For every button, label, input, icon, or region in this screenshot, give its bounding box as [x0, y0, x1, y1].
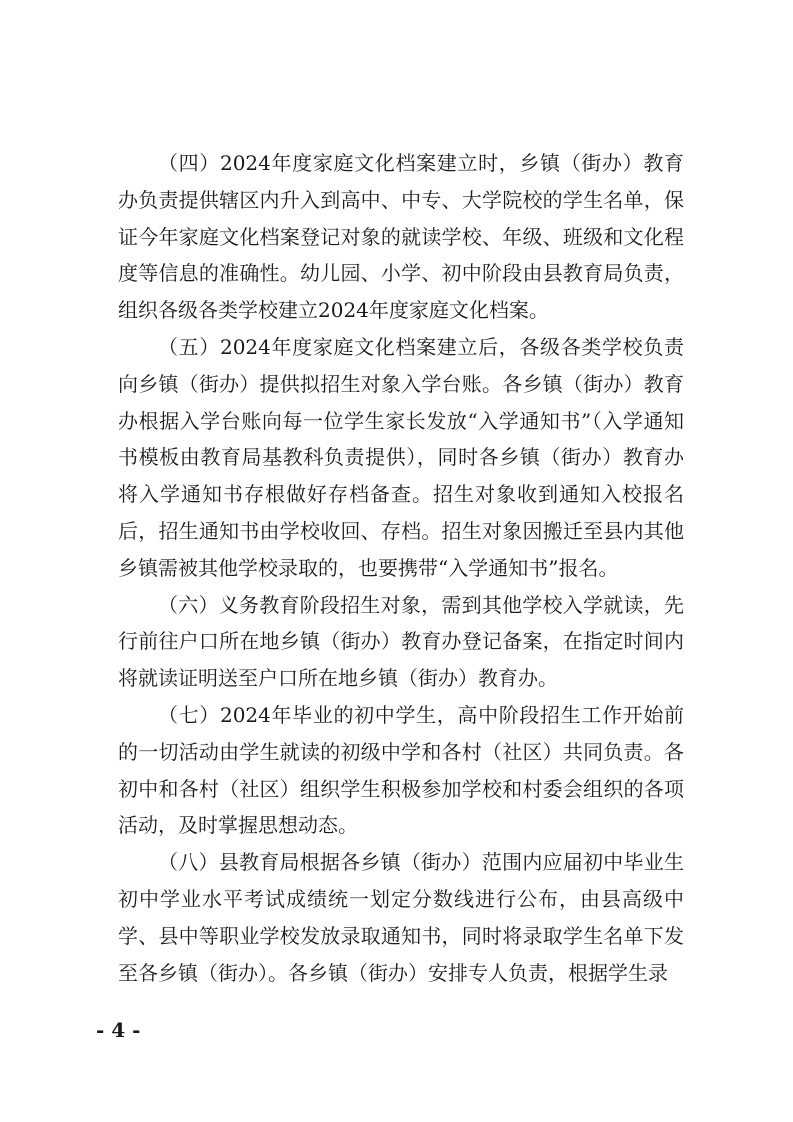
- paragraph-5: （五）2024年度家庭文化档案建立后，各级各类学校负责向乡镇（街办）提供拟招生对象入学台账。各乡镇（街办）教育办根据入学台账向每一位学生家长发放“入学通知书”（入学通知书模板由教育局基教科负责提供），同时各乡镇（街办）教育办将入学通知书存根做好存档备查。招生对象收到通知入校报名后，招生通知书由学校收回、存档。招生对象因搬迁至县内其他乡镇需被其他学校录取的，也要携带“入学通知书”报名。: [118, 334, 684, 580]
- paragraph-4: （四）2024年度家庭文化档案建立时，乡镇（街办）教育办负责提供辖区内升入到高中、中专、大学院校的学生名单，保证今年家庭文化档案登记对象的就读学校、年级、班级和文化程度等信息的准确性。幼儿园、小学、初中阶段由县教育局负责，组织各级各类学校建立2024年度家庭文化档案。: [118, 151, 684, 323]
- page-number: - 4 -: [96, 1018, 141, 1042]
- paragraph-7: （七）2024年毕业的初中学生，高中阶段招生工作开始前的一切活动由学生就读的初级中学和各村（社区）共同负责。各初中和各村（社区）组织学生积极参加学校和村委会组织的各项活动，及时掌握思想动态。: [118, 702, 684, 838]
- paragraph-8: （八）县教育局根据各乡镇（街办）范围内应届初中毕业生初中学业水平考试成绩统一划定分数线进行公布，由县高级中学、县中等职业学校发放录取通知书，同时将录取学生名单下发至各乡镇（街办）。各乡镇（街办）安排专人负责，根据学生录: [118, 850, 684, 985]
- paragraph-6: （六）义务教育阶段招生对象，需到其他学校入学就读，先行前往户口所在地乡镇（街办）教育办登记备案，在指定时间内将就读证明送至户口所在地乡镇（街办）教育办。: [118, 592, 684, 691]
- document-body: [118, 145, 684, 991]
